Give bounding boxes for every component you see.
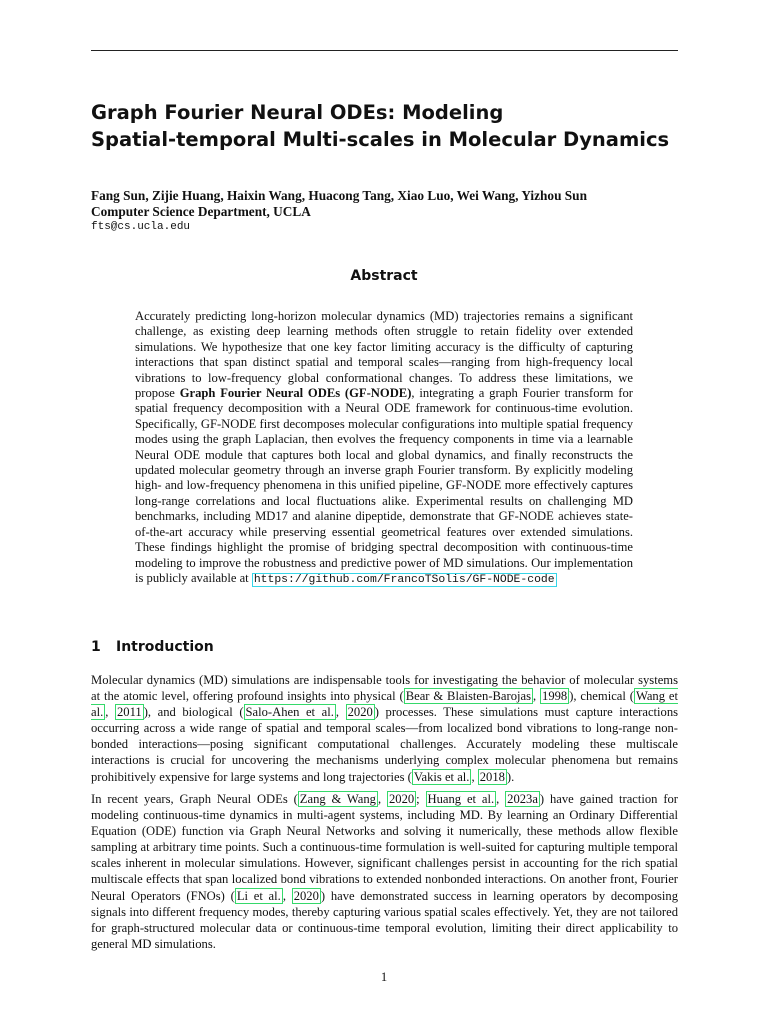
title-line-1: Graph Fourier Neural ODEs: Modeling [91, 101, 504, 124]
method-name: Graph Fourier Neural ODEs (GF-NODE) [179, 386, 412, 401]
citation-link[interactable]: Salo-Ahen et al. [245, 705, 334, 720]
section-number: 1 [91, 639, 101, 655]
author-list: Fang Sun, Zijie Huang, Haixin Wang, Huacong Tang, Xiao Luo, Wei Wang, Yizhou Sun [91, 188, 587, 203]
abstract-heading: Abstract [350, 268, 418, 284]
citation-link[interactable]: Bear & Blaisten-Barojas [405, 689, 531, 704]
text-span: , [282, 888, 292, 903]
citation-link[interactable]: 2011 [116, 705, 142, 720]
intro-paragraph-1 [91, 672, 678, 785]
abstract-body [135, 309, 633, 588]
page-number: 1 [380, 970, 388, 984]
citation-link[interactable]: 2020 [388, 792, 415, 806]
abstract-text-2: , integrating a graph Fourier transform for spatial frequency decomposition with a Neural ODE framework for continuous-time evolution. Specifically, GF-NODE first decomposes molecular configurations into multiple spatial frequency modes using the graph Laplacian, then evolves the frequency components in time via a learnable Neural ODE module that captures both local and global dynamics, and finally reconstructs the updated molecular geometry through an inverse graph Fourier transform. By explicitly modeling high- and low-frequency phenomena in this unified pipeline, GF-NODE more effectively captures long-range correlations and local fluctuations alike. Experimental results on challenging MD benchmarks, including MD17 and alanine dipeptide, demonstrate that GF-NODE achieves state-of-the-art accuracy while preserving essential geometrical features over extended simulations. These findings highlight the promise of bridging spectral decomposition with continuous-time modeling to improve the robustness and predictive power of MD simulations. Our implementation is publicly available at [135, 386, 633, 585]
text-span: ), and biological ( [143, 705, 244, 720]
abstract-paragraph [135, 309, 633, 588]
text-span: In recent years, Graph Neural ODEs ( [91, 792, 298, 806]
paper-title [91, 99, 691, 153]
citation-link[interactable]: Zang & Wang [299, 792, 376, 806]
citation-link[interactable]: 2020 [293, 888, 319, 903]
citation-link[interactable]: Li et al. [236, 888, 281, 903]
text-span: , [496, 792, 506, 806]
title-line-2: Spatial-temporal Multi-scales in Molecular Dynamics [91, 128, 670, 151]
author-email: fts@cs.ucla.edu [91, 221, 191, 233]
abstract-text-1: Accurately predicting long-horizon molecular dynamics (MD) trajectories remains a significant challenge, as existing deep learning methods often struggle to retain fidelity over extended simulations. We hypothesize that one key factor limiting accuracy is the difficulty of capturing interactions that span distinct spatial and temporal scales—ranging from high-frequency local vibrations to low-frequency global conformational changes. To address these limitations, we propose [135, 309, 633, 401]
text-span: , [532, 689, 541, 704]
text-span: ), chemical ( [569, 689, 634, 704]
citation-link[interactable]: Vakis et al. [413, 769, 470, 784]
citation-link[interactable]: 2018 [479, 769, 505, 784]
code-link[interactable]: https://github.com/FrancoTSolis/GF-NODE-code [253, 573, 555, 586]
text-span: , [105, 705, 115, 720]
text-span: , [335, 705, 346, 720]
citation-link[interactable]: 1998 [542, 689, 568, 704]
text-span: , [471, 769, 478, 784]
affiliation: Computer Science Department, UCLA [91, 204, 311, 219]
text-span: Molecular dynamics (MD) simulations are indispensable tools for investigating the behavior of molecular systems at the atomic level, offering profound insights into physical ( [91, 673, 678, 704]
section-heading-introduction [91, 638, 214, 656]
top-rule [91, 50, 678, 51]
text-span: ; [416, 792, 426, 806]
text-span: ) processes. These simulations must capture interactions occurring across a wide range of spatial and temporal scales—from localized bond vibrations to long-range non-bonded interactions—posing significant computational challenges. Accurately modeling these multiscale interactions is crucial for uncovering the mechanisms underlying complex molecular phenomena but remains prohibitively expensive for large systems and long trajectories ( [91, 705, 679, 784]
text-span: ) have demonstrated success in learning operators by decomposing signals into different frequency modes, thereby capturing various spatial scales effectively. Yet, they are not tailored for graph-structured molecular data or continuous-time temporal evolution, limiting their direct applicability to general MD simulations. [91, 888, 679, 951]
citation-link[interactable]: Wang et al. [91, 689, 678, 720]
text-span: , [377, 792, 387, 806]
section-title: Introduction [116, 639, 214, 655]
text-span: ). [506, 769, 515, 784]
intro-paragraph-2 [91, 791, 678, 952]
citation-link[interactable]: Huang et al. [427, 792, 495, 806]
citation-link[interactable]: 2020 [347, 705, 373, 720]
citation-link[interactable]: 2023a [507, 792, 538, 806]
text-span: ) have gained traction for modeling continuous-time dynamics in multi-agent systems, including MD. By learning an Ordinary Differential Equation (ODE) function via Graph Neural Networks and solving it numerically, these methods allow flexible sampling at arbitrary time points. Such a continuous-time formulation is well-suited for capturing multiple temporal scales inherent in molecular simulations. However, significant challenges persist in accounting for the rich spatial multiscale effects that span localized bond vibrations to extended nonbonded interactions. On another front, Fourier Neural Operators (FNOs) ( [91, 792, 679, 903]
